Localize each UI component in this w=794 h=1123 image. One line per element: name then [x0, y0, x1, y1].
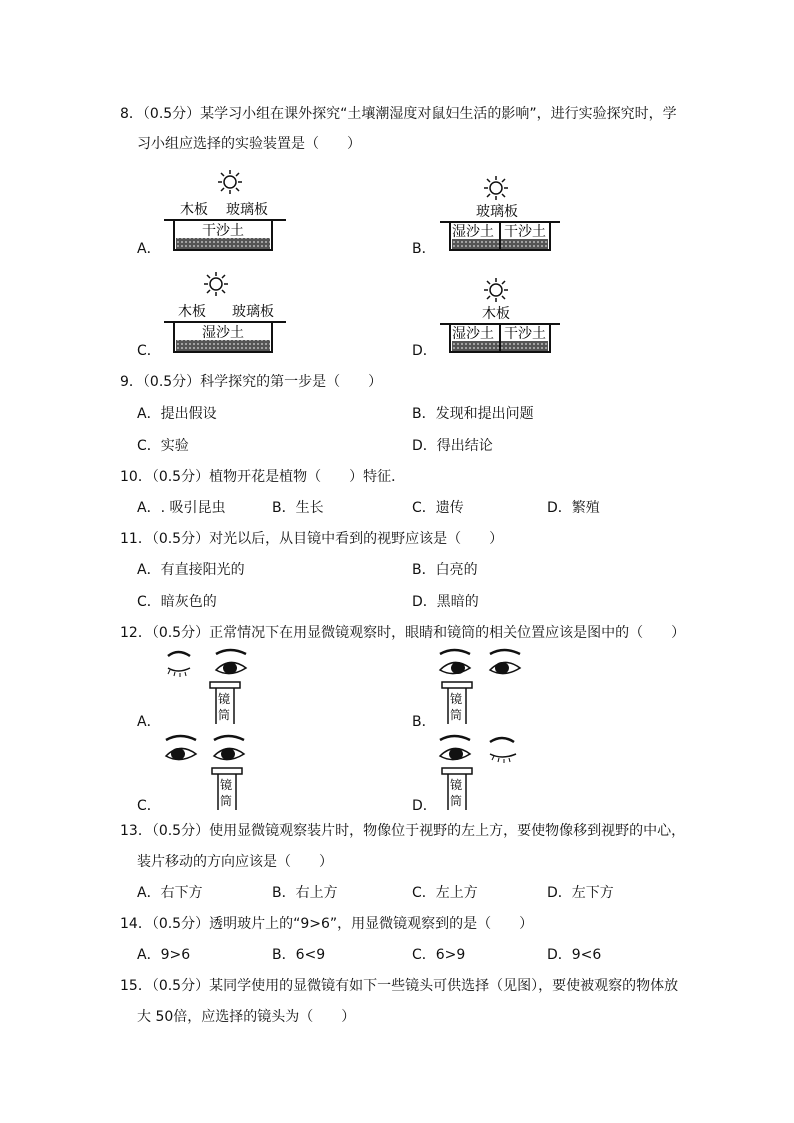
soil-label: 湿沙土 — [202, 325, 244, 341]
q12-option-c-figure — [160, 734, 260, 810]
q8-option-c-apparatus — [160, 270, 292, 358]
q8-option-b-apparatus — [436, 172, 568, 256]
q8-option-b-label[interactable]: B． — [412, 241, 436, 257]
q8-option-a-apparatus — [160, 168, 292, 256]
q12-option-a-figure — [160, 648, 260, 724]
question-12: 12．（0.5分）正常情况下在用显微镜观察时，眼睛和镜筒的相关位置应该是图中的（ ） — [120, 625, 686, 641]
q13-option-d[interactable]: D．左下方 — [547, 885, 614, 901]
q14-option-d[interactable]: D．9<6 — [547, 947, 602, 963]
sun-icon — [218, 170, 242, 194]
sun-icon — [204, 272, 228, 296]
q11-option-b[interactable]: B．白亮的 — [412, 562, 478, 578]
sun-icon — [484, 278, 508, 302]
question-14: 14．（0.5分）透明玻片上的“9>6”，用显微镜观察到的是（ ） — [120, 916, 534, 932]
q12-option-d-label[interactable]: D． — [412, 798, 437, 814]
q10-option-c[interactable]: C．遗传 — [412, 500, 464, 516]
soil-right-label: 干沙土 — [504, 326, 546, 342]
q10-option-a[interactable]: A．. 吸引昆虫 — [137, 500, 226, 516]
board-right-label: 玻璃板 — [226, 202, 268, 218]
open-eye-icon — [166, 736, 196, 760]
board-label: 木板 — [482, 306, 510, 322]
soil-left-label: 湿沙土 — [452, 224, 494, 240]
question-15-line-1: 15．（0.5分）某同学使用的显微镜有如下一些镜头可供选择（见图），要使被观察的物体放 — [120, 978, 679, 994]
q12-option-c-label[interactable]: C． — [137, 798, 161, 814]
tube-label-2: 筒 — [220, 794, 233, 808]
q12-option-b-figure — [436, 648, 536, 724]
tube-label-1: 镜 — [218, 692, 231, 706]
closed-eye-icon — [168, 652, 190, 677]
tube-label-2: 筒 — [218, 708, 231, 722]
q12-option-b-label[interactable]: B． — [412, 714, 436, 730]
soil-right-label: 干沙土 — [504, 224, 546, 240]
question-15-line-2: 大 50倍，应选择的镜头为（ ） — [137, 1009, 356, 1025]
board-label: 玻璃板 — [476, 204, 518, 220]
question-11: 11．（0.5分）对光以后，从目镜中看到的视野应该是（ ） — [120, 531, 504, 547]
q13-option-c[interactable]: C．左上方 — [412, 885, 478, 901]
q8-option-a-label[interactable]: A． — [137, 241, 161, 257]
open-eye-icon — [440, 650, 470, 674]
q11-option-a[interactable]: A．有直接阳光的 — [137, 562, 245, 578]
soil-left-label: 湿沙土 — [452, 326, 494, 342]
question-13-line-2: 装片移动的方向应该是（ ） — [137, 854, 333, 870]
q9-option-d[interactable]: D．得出结论 — [412, 438, 493, 454]
open-eye-icon — [490, 650, 520, 674]
q10-option-b[interactable]: B．生长 — [272, 500, 324, 516]
q14-option-c[interactable]: C．6>9 — [412, 947, 466, 963]
question-9: 9．（0.5分）科学探究的第一步是（ ） — [120, 374, 383, 390]
question-10: 10．（0.5分）植物开花是植物（ ）特征． — [120, 469, 406, 485]
question-8-line-1: 8．（0.5分）某学习小组在课外探究“土壤潮湿度对鼠妇生活的影响”，进行实验探究时，学 — [120, 106, 677, 122]
q10-option-d[interactable]: D．繁殖 — [547, 500, 600, 516]
open-eye-icon — [216, 650, 246, 674]
q14-option-b[interactable]: B．6<9 — [272, 947, 326, 963]
q13-option-a[interactable]: A．右下方 — [137, 885, 203, 901]
q9-option-c[interactable]: C．实验 — [137, 438, 189, 454]
q11-option-d[interactable]: D．黑暗的 — [412, 594, 479, 610]
sun-icon — [484, 176, 508, 200]
board-left-label: 木板 — [178, 304, 206, 320]
open-eye-icon — [214, 736, 244, 760]
q8-option-d-apparatus — [436, 274, 568, 358]
q9-option-b[interactable]: B．发现和提出问题 — [412, 406, 534, 422]
q12-option-a-label[interactable]: A． — [137, 714, 161, 730]
closed-eye-icon — [490, 738, 516, 763]
soil-label: 干沙土 — [202, 223, 244, 239]
board-left-label: 木板 — [180, 202, 208, 218]
tube-label-1: 镜 — [450, 692, 463, 706]
question-8-line-2: 习小组应选择的实验装置是（ ） — [137, 136, 361, 152]
q12-option-d-figure — [436, 734, 536, 810]
question-13-line-1: 13．（0.5分）使用显微镜观察装片时，物像位于视野的左上方，要使物像移到视野的中心， — [120, 823, 686, 839]
tube-label-1: 镜 — [220, 778, 233, 792]
tube-label-2: 筒 — [450, 708, 463, 722]
open-eye-icon — [440, 736, 470, 760]
board-right-label: 玻璃板 — [232, 304, 274, 320]
q9-option-a[interactable]: A．提出假设 — [137, 406, 217, 422]
tube-label-1: 镜 — [450, 778, 463, 792]
q11-option-c[interactable]: C．暗灰色的 — [137, 594, 217, 610]
tube-label-2: 筒 — [450, 794, 463, 808]
q8-option-d-label[interactable]: D． — [412, 343, 437, 359]
q8-option-c-label[interactable]: C． — [137, 343, 161, 359]
q13-option-b[interactable]: B．右上方 — [272, 885, 338, 901]
q14-option-a[interactable]: A．9>6 — [137, 947, 191, 963]
